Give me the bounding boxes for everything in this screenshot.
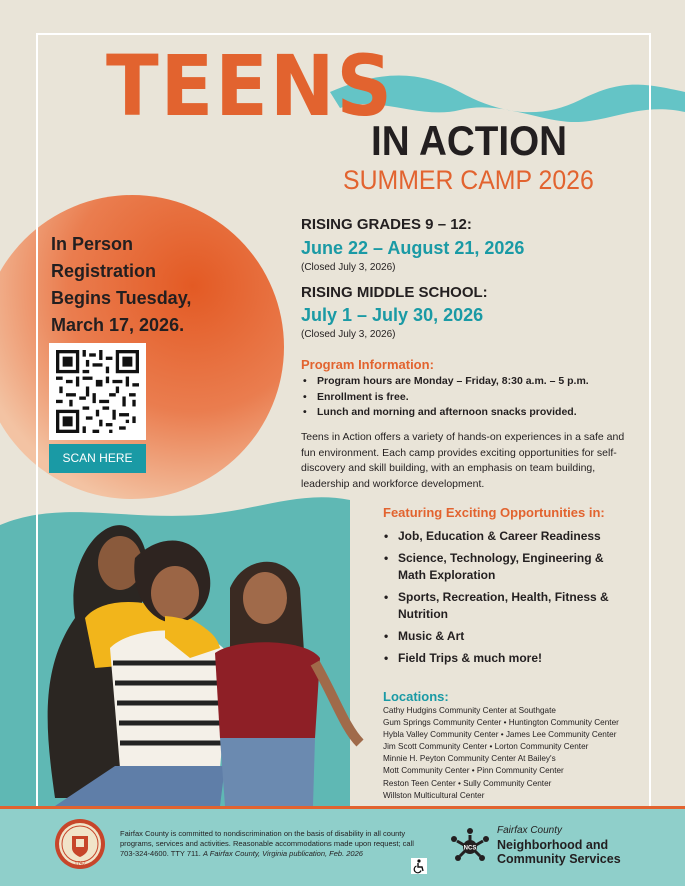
list-item: • Program hours are Monday – Friday, 8:30 a.m. – 5 p.m. [303,374,589,390]
locations-list [383,705,653,802]
program-description: Teens in Action offers a variety of hands-on experiences in a safe and fun environment. Each camp provides exciting opportunities for self-discovery and skill building, with an emphasis on team building, leadership and workforce development. [301,431,625,490]
featuring-list [384,528,634,672]
featuring-heading: Featuring Exciting Opportunities in: [383,505,605,520]
grades-heading: RISING GRADES 9 – 12: [301,216,472,233]
publication-note: A Fairfax County, Virginia publication, Feb. 2026 [203,849,363,858]
registration-line: In Person [51,234,134,254]
ncs-mark-text: NCS [463,845,477,852]
registration-line: March 17, 2026. [51,315,185,335]
disclaimer-text: Fairfax County is committed to nondiscrimination on the basis of disability in all county programs, services and activities. Reasonable accommodations made upon request; call 703-324-4600. TTY 711. [120,829,414,858]
subtitle-summer-camp: SUMMER CAMP 2026 [343,165,594,195]
qr-code[interactable] [49,343,146,440]
list-item: • Music & Art [384,628,634,645]
qr-code-icon [56,350,139,433]
registration-line: Registration [51,261,157,281]
footer-disclaimer [120,829,420,859]
location-line: Hybla Valley Community Center • James Lee Community Center [383,730,617,740]
locations-heading: Locations: [383,689,449,704]
grades-closed-note: (Closed July 3, 2026) [301,262,396,273]
title-in-action: IN ACTION [371,117,568,164]
list-item: • Science, Technology, Engineering & Math Exploration [384,550,634,584]
teen-figure-right [215,562,360,806]
location-line: Willston Multicultural Center [383,790,485,800]
list-item: • Lunch and morning and afternoon snacks provided. [303,405,589,421]
ncs-line: Community Services [497,852,621,866]
ncs-logo-icon [448,826,492,866]
location-line: Minnie H. Peyton Community Center At Bailey's [383,754,556,764]
title-teens: TEENS [106,37,394,135]
list-item: • Sports, Recreation, Health, Fitness & Nutrition [384,589,634,623]
ncs-county-label: Fairfax County [497,825,563,836]
program-info-list [303,374,589,421]
grades-dates: June 22 – August 21, 2026 [301,238,525,258]
registration-notice [51,231,231,339]
ncs-agency-name [497,838,621,866]
scan-here-button[interactable]: SCAN HERE [49,444,146,473]
list-item: • Enrollment is free. [303,390,589,406]
seal-year: 1742 [74,861,86,867]
registration-line: Begins Tuesday, [51,288,192,308]
program-info-heading: Program Information: [301,357,434,372]
location-line: Gum Springs Community Center • Huntington Community Center [383,718,619,728]
accessibility-icon [411,858,427,874]
county-seal-icon [54,818,106,870]
teens-photo [15,498,370,806]
middle-school-dates: July 1 – July 30, 2026 [301,305,484,325]
location-line: Mott Community Center • Pinn Community Center [383,766,564,776]
list-item: • Field Trips & much more! [384,650,634,667]
location-line: Jim Scott Community Center • Lorton Community Center [383,742,589,752]
ncs-line: Neighborhood and [497,838,609,852]
location-line: Cathy Hudgins Community Center at Southgate [383,706,556,715]
list-item: • Job, Education & Career Readiness [384,528,634,545]
location-line: Reston Teen Center • Sully Community Center [383,778,552,788]
middle-school-closed-note: (Closed July 3, 2026) [301,329,396,340]
middle-school-heading: RISING MIDDLE SCHOOL: [301,284,488,301]
